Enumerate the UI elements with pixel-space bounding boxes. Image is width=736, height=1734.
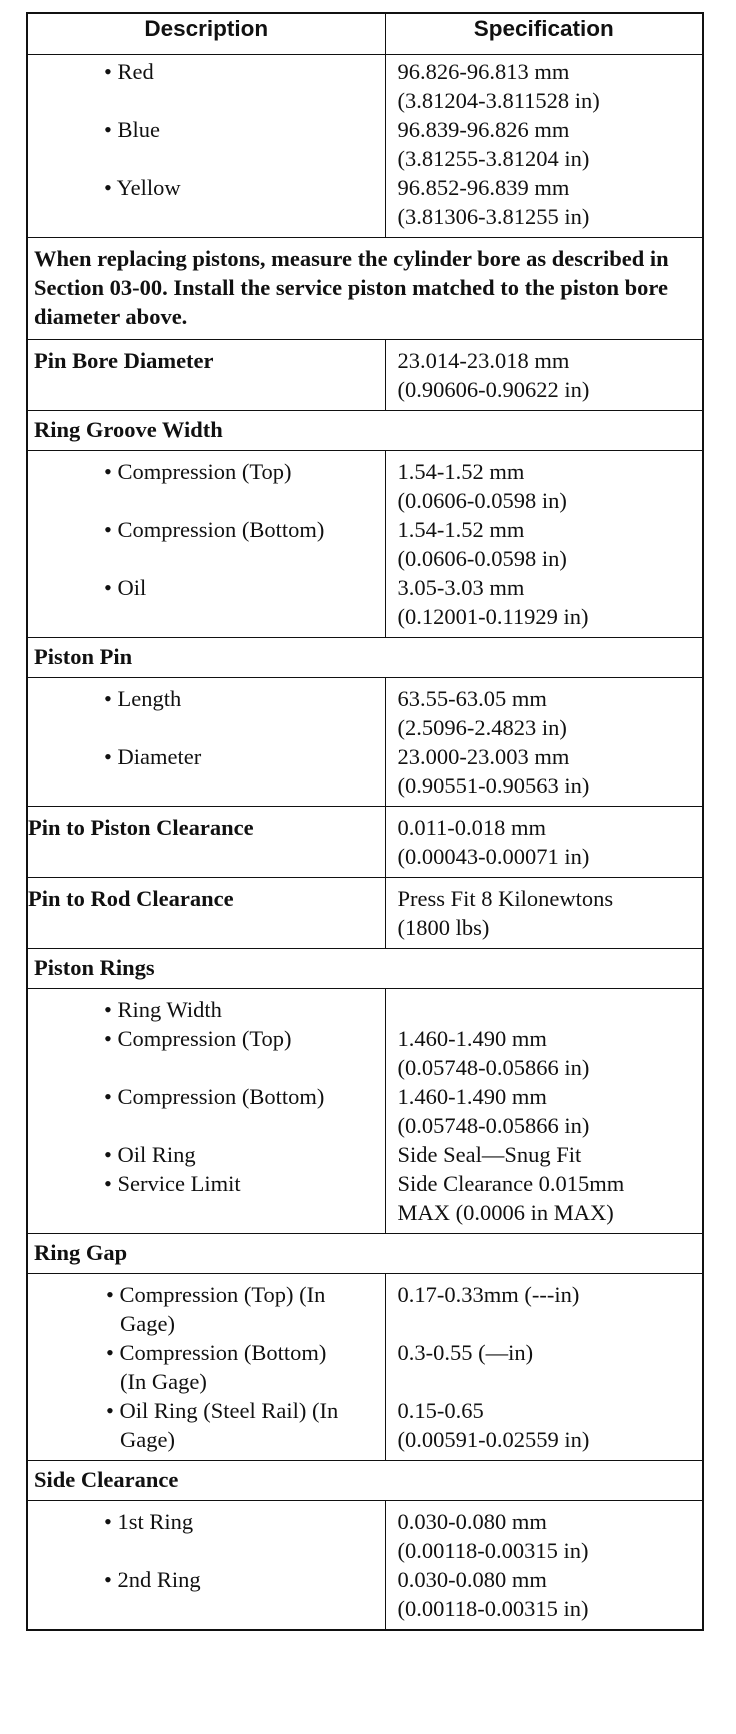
bore-grade-specs (385, 55, 703, 238)
spec-line: 23.000-23.003 mm (397, 744, 570, 769)
piston-pin-labels (27, 678, 385, 807)
spec-line: (0.0606-0.0598 in) (397, 546, 567, 571)
spec-line: (0.00118-0.00315 in) (397, 1596, 589, 1621)
spec-line: 23.014-23.018 mm (397, 348, 570, 373)
spec-line: (2.5096-2.4823 in) (397, 715, 567, 740)
list-item (28, 1396, 381, 1454)
ring-gap-top-spec (398, 1280, 699, 1338)
spec-line: 63.55-63.05 mm (397, 686, 547, 711)
piston-pin-title: Piston Pin (27, 638, 703, 678)
replacement-note: When replacing pistons, measure the cylinder bore as described in Section 03-00. Install the service piston matched to the piston bore diameter above. (27, 238, 703, 340)
spec-line: (0.05748-0.05866 in) (397, 1113, 590, 1138)
list-item: • Ring Width (28, 995, 381, 1024)
label-line: (In Gage) (120, 1369, 207, 1394)
ring-width-spec-empty (398, 995, 699, 1024)
spec-sheet (26, 12, 702, 1631)
table-row (27, 238, 703, 340)
table-row (27, 878, 703, 949)
piston-pin-specs (385, 678, 703, 807)
spec-line: 1.460-1.490 mm (397, 1026, 547, 1051)
list-item: • Compression (Bottom) (28, 515, 381, 573)
list-item: • Oil (28, 573, 381, 631)
list-item: • 2nd Ring (28, 1565, 381, 1623)
spec-line: Side Clearance 0.015mm (397, 1171, 625, 1196)
table-row (27, 451, 703, 638)
section-row (27, 638, 703, 678)
grade-yellow-label: • Yellow (28, 173, 381, 231)
table-row (27, 340, 703, 411)
grade-blue-spec (398, 115, 699, 173)
spec-line: 0.3-0.55 (—in) (397, 1340, 534, 1365)
spec-line: 96.826-96.813 mm (397, 59, 570, 84)
section-row (27, 949, 703, 989)
spec-line: 1.460-1.490 mm (397, 1084, 547, 1109)
spec-line: 0.15-0.65 (397, 1398, 484, 1423)
ring-groove-labels (27, 451, 385, 638)
spec-line: (0.90606-0.90622 in) (397, 377, 590, 402)
spec-line: (3.81204-3.811528 in) (397, 88, 600, 113)
list-item: • Compression (Bottom) (28, 1082, 381, 1140)
spec-line: (0.00591-0.02559 in) (397, 1427, 590, 1452)
table-header-row (27, 13, 703, 55)
spec-line: (0.00118-0.00315 in) (397, 1538, 589, 1563)
label-line: Compression (Bottom) (119, 1340, 327, 1365)
grade-red-label: • Red (28, 57, 381, 115)
ring-groove-specs (385, 451, 703, 638)
list-item: • Oil Ring (28, 1140, 381, 1169)
spec-line: (0.90551-0.90563 in) (397, 773, 590, 798)
label-line: Gage) (120, 1311, 175, 1336)
pin-rod-clearance-label: Pin to Rod Clearance (27, 878, 385, 949)
spec-line: 0.17-0.33mm (---in) (397, 1282, 580, 1307)
spec-line: (0.0606-0.0598 in) (397, 488, 567, 513)
spec-line: (0.00043-0.00071 in) (397, 844, 590, 869)
piston-rings-labels (27, 989, 385, 1234)
spec-line: 0.030-0.080 mm (397, 1567, 547, 1592)
spec-line: (0.12001-0.11929 in) (397, 604, 589, 629)
ring-gap-bottom-spec (398, 1338, 699, 1396)
pin-rod-clearance-spec (385, 878, 703, 949)
spec-line: 3.05-3.03 mm (397, 575, 525, 600)
side-clearance-specs (385, 1501, 703, 1631)
side-clearance-title: Side Clearance (27, 1461, 703, 1501)
table-row (27, 989, 703, 1234)
ring-groove-title: Ring Groove Width (27, 411, 703, 451)
spec-line: 0.011-0.018 mm (397, 815, 547, 840)
list-item: • 1st Ring (28, 1507, 381, 1565)
table-row (27, 55, 703, 238)
spec-line: (3.81306-3.81255 in) (397, 204, 590, 229)
section-row (27, 1234, 703, 1274)
piston-spec-table (26, 12, 704, 1631)
grade-blue-label: • Blue (28, 115, 381, 173)
spec-line: 96.839-96.826 mm (397, 117, 570, 142)
spec-line: Press Fit 8 Kilonewtons (397, 886, 614, 911)
spec-line: 0.030-0.080 mm (397, 1509, 547, 1534)
specification-header: Specification (385, 13, 703, 55)
spec-line: MAX (0.0006 in MAX) (397, 1200, 614, 1225)
spec-line: 1.54-1.52 mm (397, 459, 525, 484)
bore-grade-labels (27, 55, 385, 238)
list-item: • Diameter (28, 742, 381, 800)
section-row (27, 411, 703, 451)
section-row (27, 1461, 703, 1501)
label-line: Gage) (120, 1427, 175, 1452)
pin-piston-clearance-spec (385, 807, 703, 878)
list-item (28, 1280, 381, 1338)
spec-line: (3.81255-3.81204 in) (397, 146, 590, 171)
pin-bore-spec (385, 340, 703, 411)
piston-rings-title: Piston Rings (27, 949, 703, 989)
ring-gap-labels (27, 1274, 385, 1461)
list-item: • Length (28, 684, 381, 742)
piston-rings-specs (385, 989, 703, 1234)
list-item: • Compression (Top) (28, 1024, 381, 1082)
spec-line: (0.05748-0.05866 in) (397, 1055, 590, 1080)
label-line: Oil Ring (Steel Rail) (In (119, 1398, 339, 1423)
ring-gap-specs (385, 1274, 703, 1461)
table-row (27, 1501, 703, 1631)
grade-red-spec (398, 57, 699, 115)
spec-line: Side Seal—Snug Fit (397, 1142, 582, 1167)
label-line: Compression (Top) (In (119, 1282, 326, 1307)
pin-bore-label: Pin Bore Diameter (27, 340, 385, 411)
table-row (27, 678, 703, 807)
spec-line: 96.852-96.839 mm (397, 175, 570, 200)
description-header: Description (27, 13, 385, 55)
ring-gap-oil-spec (398, 1396, 699, 1454)
grade-yellow-spec (398, 173, 699, 231)
list-item: • Service Limit (28, 1169, 381, 1227)
spec-line: 1.54-1.52 mm (397, 517, 525, 542)
spec-line: (1800 lbs) (397, 915, 490, 940)
table-row (27, 1274, 703, 1461)
list-item: • Compression (Top) (28, 457, 381, 515)
table-row (27, 807, 703, 878)
pin-piston-clearance-label: Pin to Piston Clearance (27, 807, 385, 878)
side-clearance-labels (27, 1501, 385, 1631)
list-item (28, 1338, 381, 1396)
ring-gap-title: Ring Gap (27, 1234, 703, 1274)
